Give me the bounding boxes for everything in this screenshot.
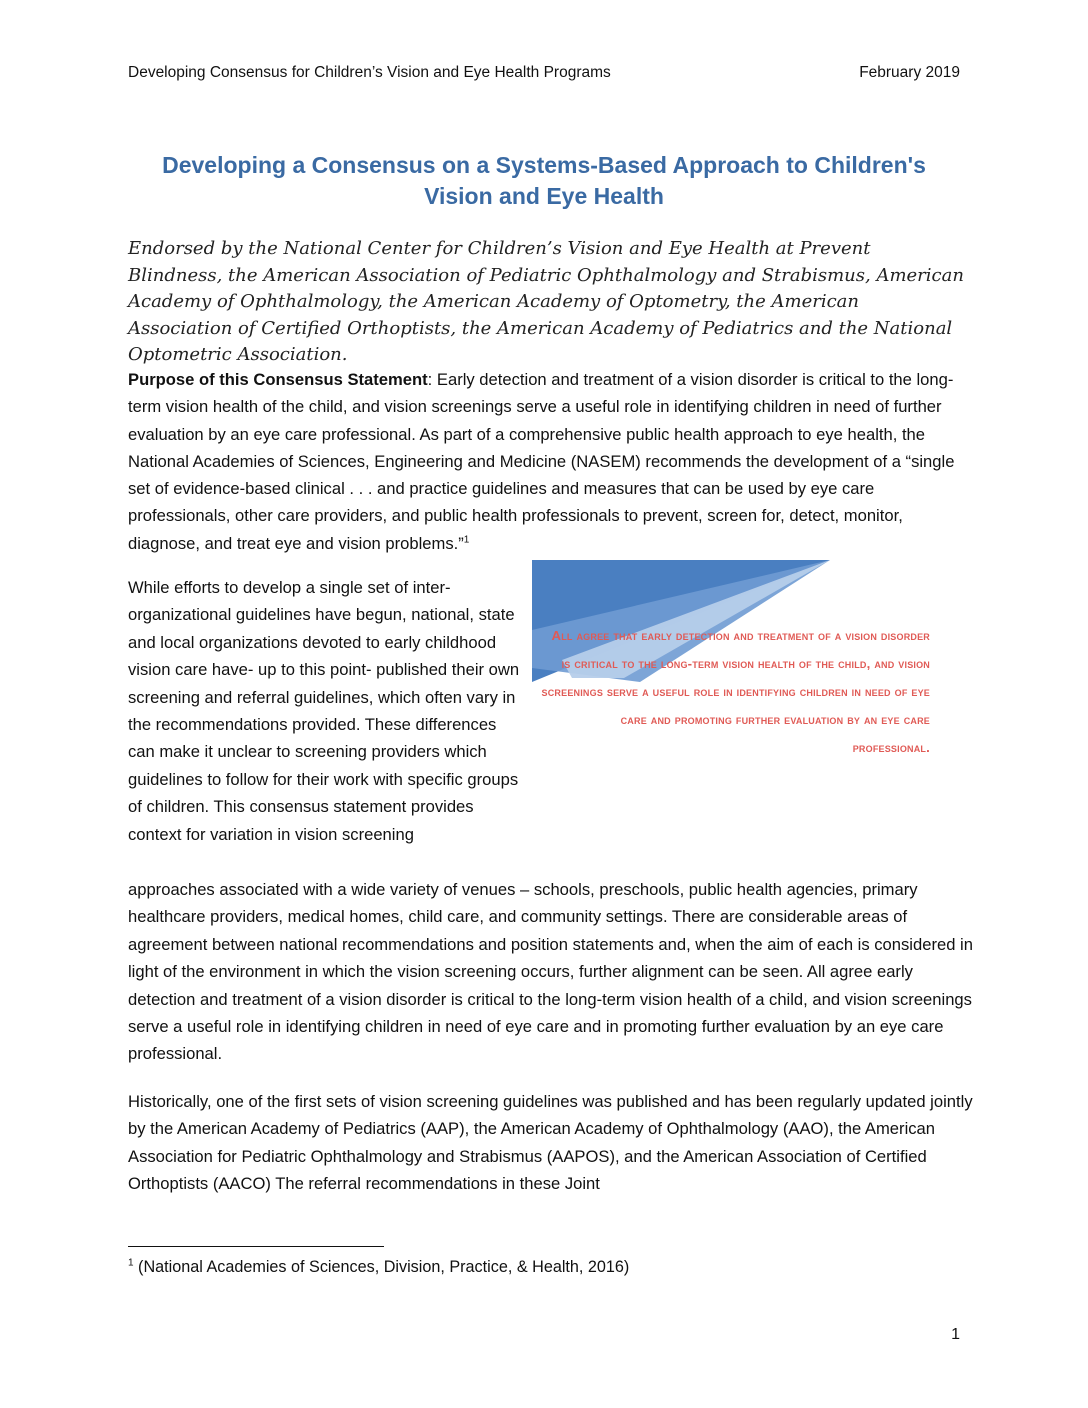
footnote-number: 1 (128, 1257, 134, 1269)
paragraph-3: Historically, one of the first sets of vision screening guidelines was published and has been regularly updated jointly by the American Academy of Pediatrics (AAP), the American Academy of Ophthalmology (AAO), the American Association for Pediatric Ophthalmology and Strabismus (AAPOS), and the American Association of Certified Orthoptists (AACO) The referral recommendations in these Joint (128, 1092, 973, 1194)
paragraph-2-continued: approaches associated with a wide variety of venues – schools, preschools, public health agencies, primary healthcare providers, medical homes, child care, and community settings. There are considerable areas of agreement between national recommendations and position statements and, when the aim of each is considered in light of the environment in which the vision screening occurs, further alignment can be seen. All agree early detection and treatment of a vision disorder is critical to the long-term vision health of a child, and vision screenings serve a useful role in identifying children in need of eye care and in promoting further evaluation by an eye care professional. (128, 880, 973, 1064)
page-number: 1 (951, 1326, 960, 1343)
paragraph-2-wrapped: While efforts to develop a single set of inter-organizational guidelines have begun, national, state and local organizations devoted to early childhood vision care have- up to this point- published their own screening and referral guidelines, which often vary in the recommendations provided. These differences can make it unclear to screening providers which guidelines to follow for their work with specific groups of children. This consensus statement provides context for variation in vision screening (128, 578, 520, 844)
running-header-date: February 2019 (859, 64, 960, 81)
pull-quote-callout (532, 560, 962, 820)
running-header-title: Developing Consensus for Children’s Vision and Eye Health Programs (128, 64, 611, 81)
document-title: Developing a Consensus on a Systems-Based Approach to Children's Vision and Eye Health (162, 152, 926, 209)
purpose-text: : Early detection and treatment of a vision disorder is critical to the long-term vision health of the child, and vision screenings serve a useful role in identifying children in need of further evaluation by an eye care professional. As part of a comprehensive public health approach to eye health, the National Academies of Sciences, Engineering and Medicine (NASEM) recommends the development of a “single set of evidence-based clinical . . . and practice guidelines and measures that can be used by eye care professionals, other care providers, and public health professionals to prevent, screen for, detect, monitor, diagnose, and treat eye and vision problems.” (128, 370, 955, 553)
footnote-reference[interactable]: 1 (463, 534, 470, 546)
footnote (128, 1258, 629, 1277)
purpose-label: Purpose of this Consensus Statement (128, 370, 428, 389)
callout-quote-text: All agree that early detection and treatment of a vision disorder is critical to the long-term vision health of the child, and vision screenings serve a useful role in identifying children in need of eye care and promoting further evaluation by an eye care professional. (541, 628, 930, 755)
footnote-divider (128, 1246, 384, 1247)
endorsement-statement: Endorsed by the National Center for Children’s Vision and Eye Health at Prevent Blindness, the American Association of Pediatric Ophthalmology and Strabismus, American Academy of Ophthalmology, the American Academy of Optometry, the American Association of Certified Orthoptists, the American Academy of Pediatrics and the National Optometric Association. (128, 238, 964, 365)
footnote-text: (National Academies of Sciences, Division, Practice, & Health, 2016) (133, 1258, 630, 1276)
purpose-paragraph (128, 366, 970, 557)
